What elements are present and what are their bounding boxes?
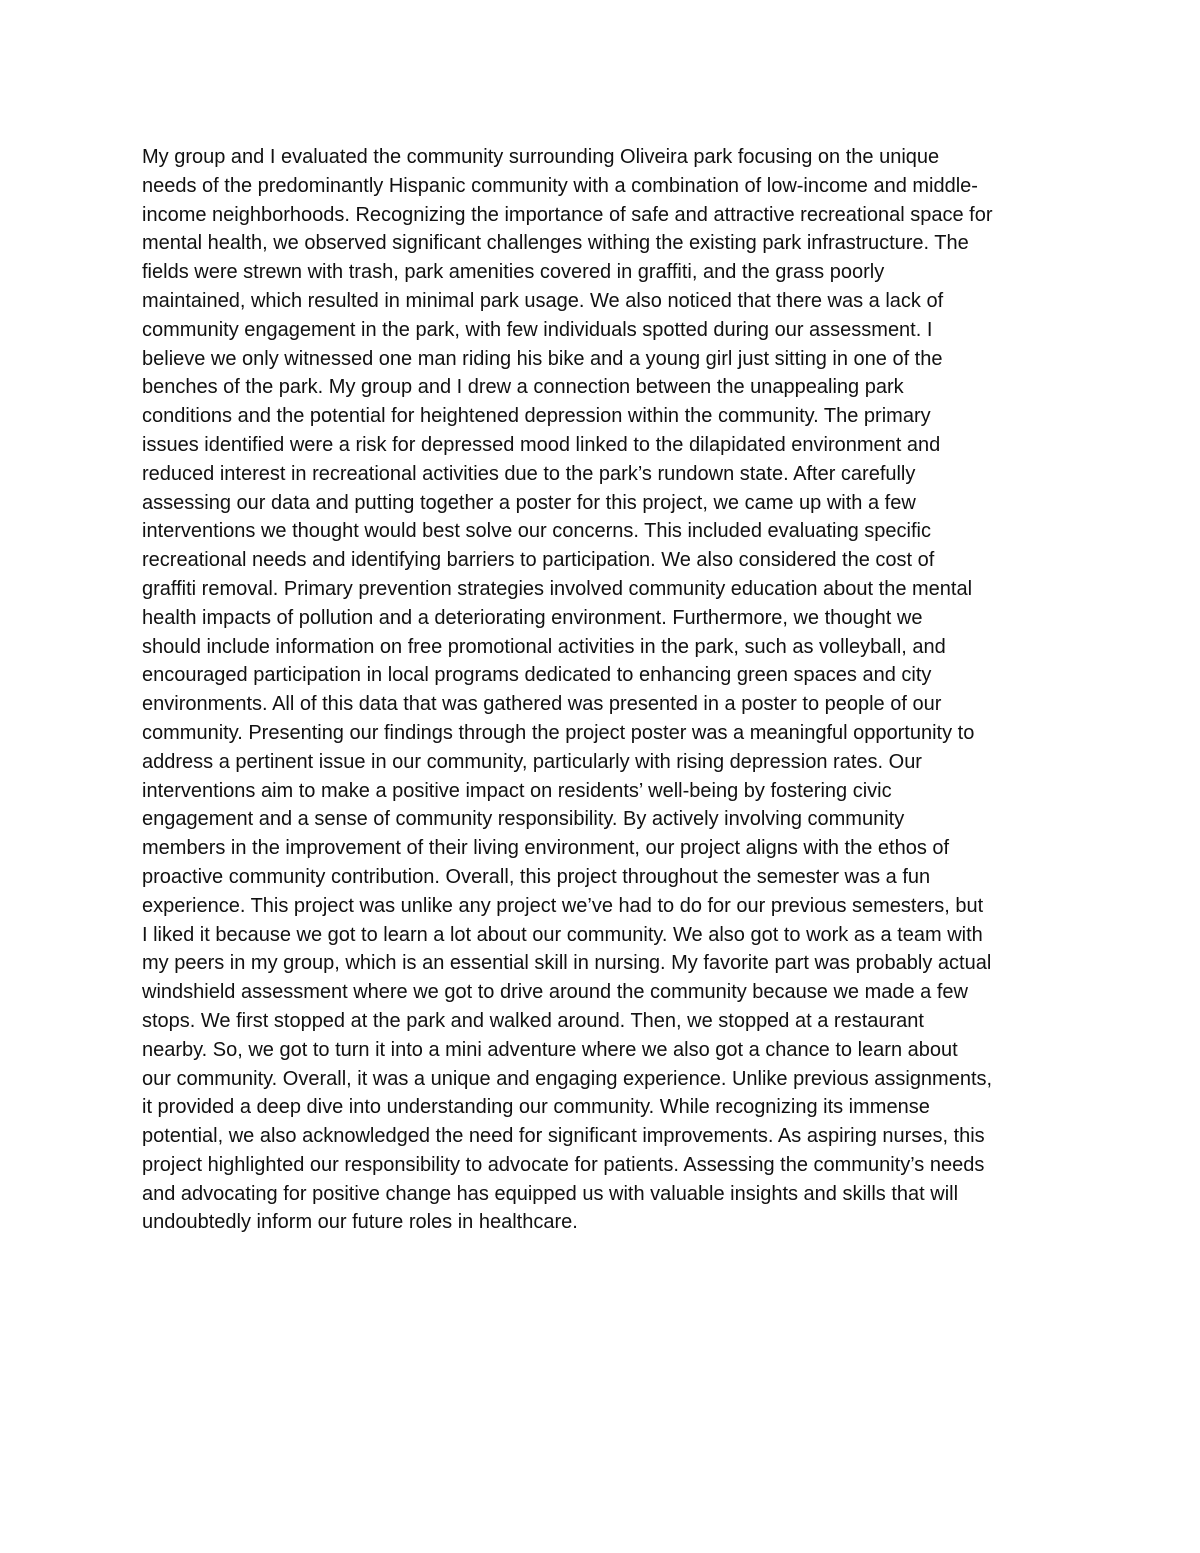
text-line: graffiti removal. Primary prevention strategies involved community education about the mental [142, 577, 973, 600]
text-line: stops. We first stopped at the park and walked around. Then, we stopped at a restaurant [142, 1009, 924, 1032]
text-line: windshield assessment where we got to drive around the community because we made a few [142, 981, 968, 1004]
text-line: I liked it because we got to learn a lot about our community. We also got to work as a team with [142, 923, 983, 946]
body-paragraph [142, 143, 1042, 1237]
text-line: project highlighted our responsibility to advocate for patients. Assessing the community’s needs [142, 1153, 985, 1176]
text-line: interventions aim to make a positive impact on residents’ well-being by fostering civic [142, 779, 892, 802]
text-line: address a pertinent issue in our community, particularly with rising depression rates. Our [142, 750, 922, 773]
text-line: health impacts of pollution and a deteriorating environment. Furthermore, we thought we [142, 606, 923, 629]
text-line: should include information on free promotional activities in the park, such as volleyball, and [142, 635, 946, 658]
text-line: my peers in my group, which is an essential skill in nursing. My favorite part was probably actual [142, 952, 992, 975]
text-line: members in the improvement of their living environment, our project aligns with the ethos of [142, 837, 950, 860]
text-line: issues identified were a risk for depressed mood linked to the dilapidated environment and [142, 433, 941, 456]
text-line: encouraged participation in local programs dedicated to enhancing green spaces and city [142, 664, 932, 687]
text-line: benches of the park. My group and I drew a connection between the unappealing park [142, 376, 904, 399]
text-line: needs of the predominantly Hispanic community with a combination of low-income and middle- [142, 174, 978, 197]
text-line: recreational needs and identifying barriers to participation. We also considered the cost of [142, 549, 935, 572]
text-line: interventions we thought would best solve our concerns. This included evaluating specific [142, 520, 931, 543]
text-line: nearby. So, we got to turn it into a mini adventure where we also got a chance to learn about [142, 1038, 958, 1061]
text-line: potential, we also acknowledged the need for significant improvements. As aspiring nurses, this [142, 1125, 985, 1148]
text-line: assessing our data and putting together a poster for this project, we came up with a few [142, 491, 916, 514]
text-line: believe we only witnessed one man riding his bike and a young girl just sitting in one of the [142, 347, 943, 370]
text-line: income neighborhoods. Recognizing the importance of safe and attractive recreational space for [142, 203, 993, 226]
text-line: and advocating for positive change has equipped us with valuable insights and skills that will [142, 1182, 959, 1205]
text-line: engagement and a sense of community responsibility. By actively involving community [142, 808, 905, 831]
text-line: My group and I evaluated the community surrounding Oliveira park focusing on the unique [142, 146, 940, 168]
text-line: environments. All of this data that was gathered was presented in a poster to people of our [142, 693, 942, 716]
text-line: undoubtedly inform our future roles in healthcare. [142, 1211, 578, 1234]
text-line: experience. This project was unlike any project we’ve had to do for our previous semesters, but [142, 894, 984, 917]
text-line: proactive community contribution. Overall, this project throughout the semester was a fun [142, 865, 931, 888]
text-line: mental health, we observed significant challenges withing the existing park infrastructure. The [142, 232, 969, 255]
text-line: community engagement in the park, with few individuals spotted during our assessment. I [142, 318, 933, 341]
text-line: fields were strewn with trash, park amenities covered in graffiti, and the grass poorly [142, 261, 885, 284]
text-line: reduced interest in recreational activities due to the park’s rundown state. After carefully [142, 462, 916, 485]
text-line: conditions and the potential for heightened depression within the community. The primary [142, 405, 931, 428]
text-line: maintained, which resulted in minimal park usage. We also noticed that there was a lack of [142, 289, 944, 312]
text-line: it provided a deep dive into understanding our community. While recognizing its immense [142, 1096, 930, 1119]
text-line: our community. Overall, it was a unique and engaging experience. Unlike previous assignments, [142, 1067, 993, 1090]
text-line: community. Presenting our findings through the project poster was a meaningful opportunity to [142, 721, 975, 744]
